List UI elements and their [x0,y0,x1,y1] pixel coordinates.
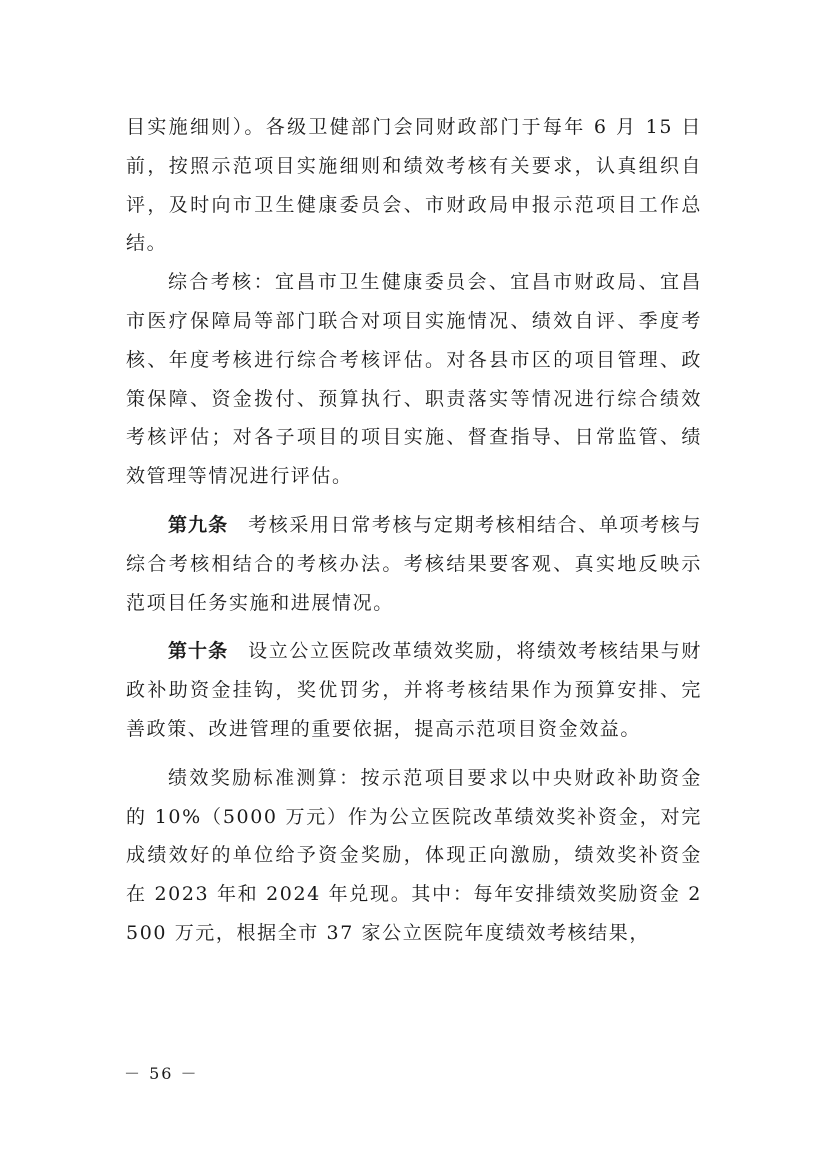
article-ten-text: 设立公立医院改革绩效奖励，将绩效考核结果与财政补助资金挂钩，奖优罚劣，并将考核结果作为预算安排、完善政策、改进管理的重要依据，提高示范项目资金效益。 [126,640,702,740]
article-nine-text: 考核采用日常考核与定期考核相结合、单项考核与综合考核相结合的考核办法。考核结果要客观、真实地反映示范项目任务实施和进展情况。 [126,513,702,614]
paragraph-comprehensive-assessment: 综合考核：宜昌市卫生健康委员会、宜昌市财政局、宜昌市医疗保障局等部门联合对项目实施情况、绩效自评、季度考核、年度考核进行综合考核评估。对各县市区的项目管理、政策保障、资金拨付、预算执行、职责落实等情况进行综合绩效考核评估；对各子项目的项目实施、督查指导、日常监管、绩效管理等情况进行评估。 [126,271,702,488]
paragraph-continuation: 目实施细则）。各级卫健部门会同财政部门于每年 6 月 15 日前，按照示范项目实施细则和绩效考核有关要求，认真组织自评，及时向市卫生健康委员会、市财政局申报示范项目工作总结。 [126,116,702,255]
paragraph-incentive-calculation: 绩效奖励标准测算：按示范项目要求以中央财政补助资金的 10%（5000 万元）作为公立医院改革绩效奖补资金，对完成绩效好的单位给予资金奖励，体现正向激励，绩效奖补资金在 2023 年和 2024 年兑现。其中：每年安排绩效奖励资金 2500 万元，根据全市 37 家公立医院年度绩效考核结果， [126,766,702,944]
article-nine [126,506,702,622]
article-nine-heading: 第九条 [168,513,229,536]
article-ten [126,632,702,748]
document-body [126,108,702,953]
page-number: － 56 － [124,1064,199,1083]
article-ten-heading: 第十条 [168,640,229,663]
